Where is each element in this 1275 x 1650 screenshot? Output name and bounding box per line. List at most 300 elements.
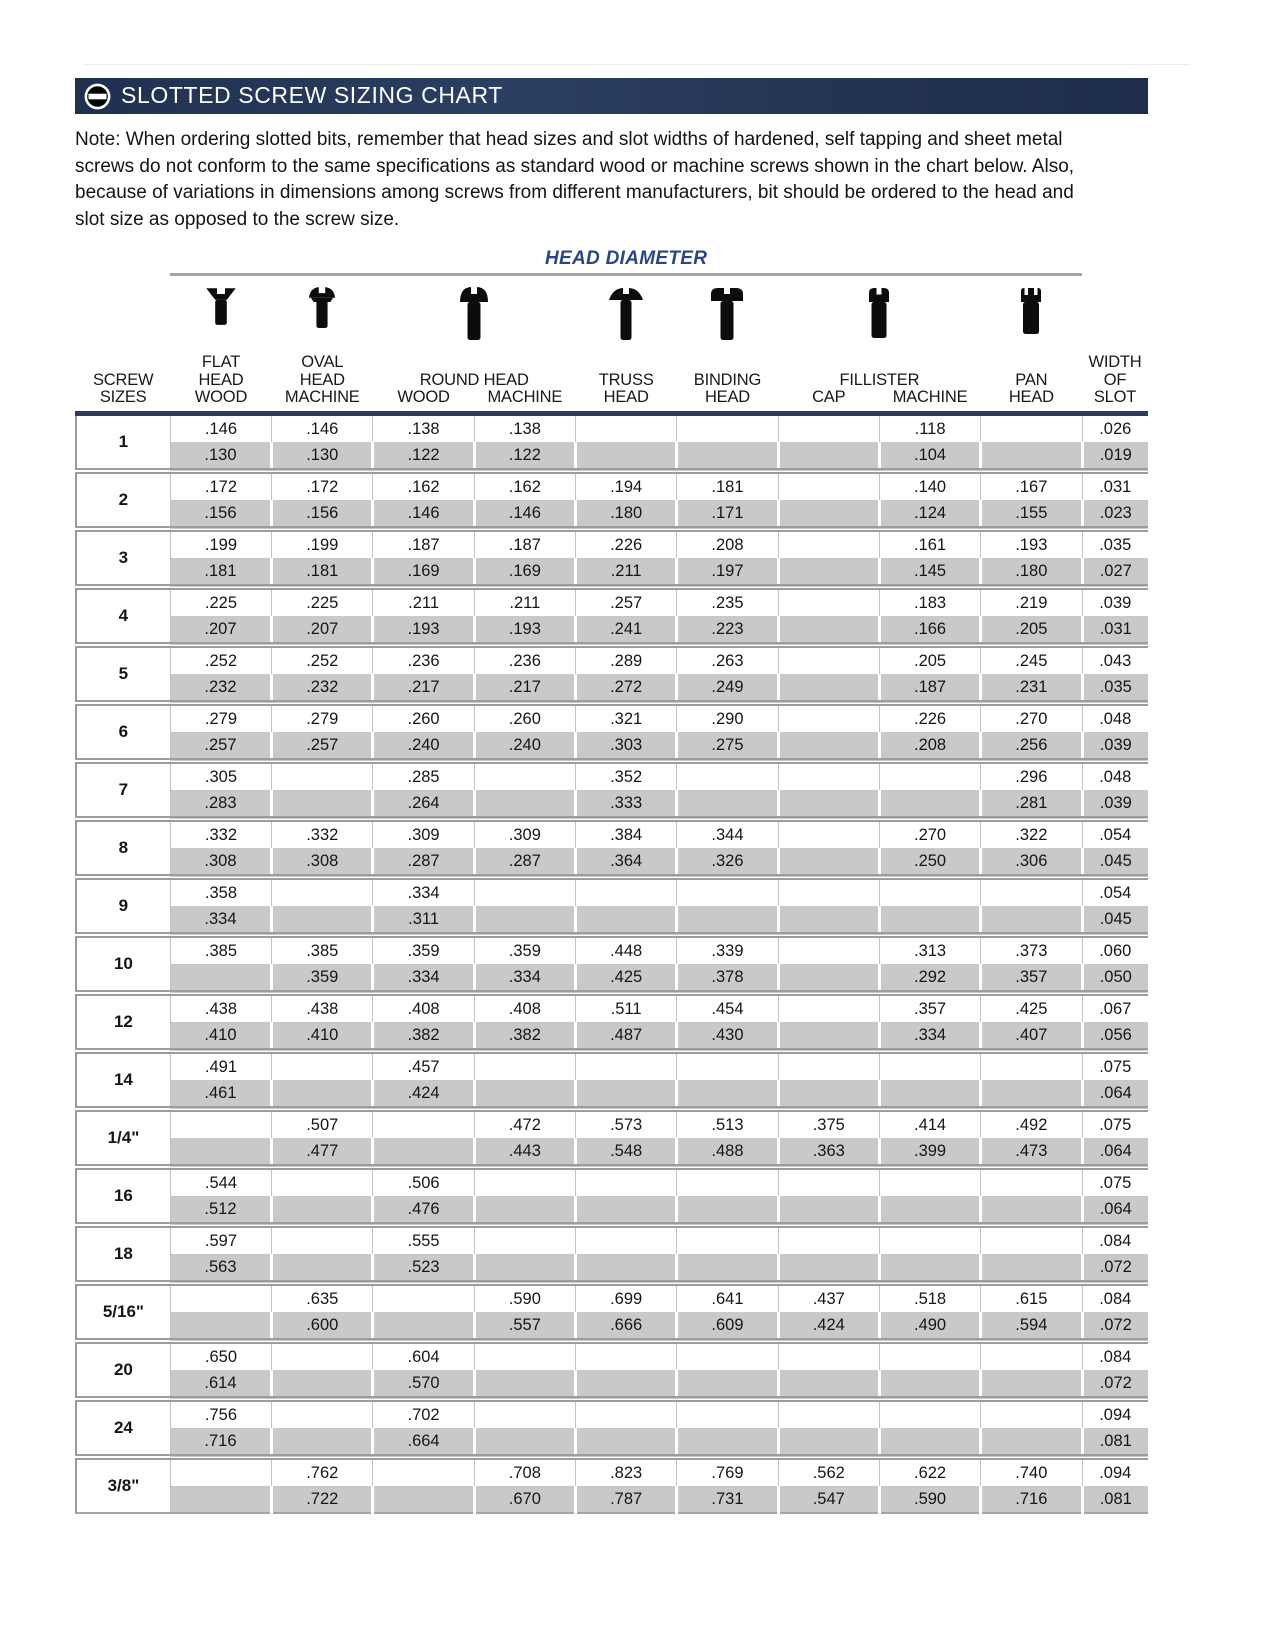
screw-size-label: 9 [76,877,170,935]
value-cell [677,442,778,471]
value-cell [778,1225,879,1254]
value-cell: .491 [170,1051,271,1080]
value-cell: .650 [170,1341,271,1370]
value-cell [778,877,879,906]
value-cell: .084 [1082,1341,1148,1370]
value-cell: .702 [373,1399,474,1428]
min-values-row [76,790,1148,819]
value-cell: .563 [170,1254,271,1283]
value-cell [778,587,879,616]
screw-size-label: 1/4" [76,1109,170,1167]
size-group-4 [76,587,1148,645]
value-cell [576,1254,677,1283]
value-cell: .399 [879,1138,980,1167]
value-cell [778,732,879,761]
value-cell: .064 [1082,1080,1148,1109]
max-values-row [76,1225,1148,1254]
value-cell: .344 [677,819,778,848]
value-cell [474,1399,575,1428]
size-group-20 [76,1341,1148,1399]
value-cell: .334 [170,906,271,935]
value-cell [576,413,677,442]
value-cell [778,1051,879,1080]
value-cell [879,1196,980,1225]
value-cell: .183 [879,587,980,616]
value-cell: .081 [1082,1486,1148,1513]
min-values-row [76,1428,1148,1457]
min-values-row [76,500,1148,529]
value-cell [981,1167,1082,1196]
value-cell: .615 [981,1283,1082,1312]
flat-head-screw-icon [203,282,239,332]
value-cell [272,761,373,790]
value-cell: .197 [677,558,778,587]
value-cell [879,1341,980,1370]
value-cell [272,1225,373,1254]
value-cell: .240 [373,732,474,761]
value-cell: .290 [677,703,778,732]
value-cell: .670 [474,1486,575,1513]
value-cell [170,1109,271,1138]
value-cell [272,1341,373,1370]
value-cell: .443 [474,1138,575,1167]
head-diameter-heading [170,243,1082,275]
value-cell: .513 [677,1109,778,1138]
value-cell: .225 [272,587,373,616]
value-cell [373,1138,474,1167]
min-values-row [76,848,1148,877]
value-cell [272,906,373,935]
value-cell: .138 [474,413,575,442]
screw-icons-row [76,275,1148,349]
head-diameter-label: HEAD DIAMETER [545,248,708,269]
value-cell [879,1428,980,1457]
value-cell: .181 [272,558,373,587]
value-cell [474,1370,575,1399]
value-cell: .205 [981,616,1082,645]
value-cell [474,1167,575,1196]
value-cell: .193 [474,616,575,645]
value-cell: .570 [373,1370,474,1399]
value-cell [576,1428,677,1457]
column-header-pan-head: PAN HEAD [1008,370,1054,406]
value-cell: .364 [576,848,677,877]
min-values-row [76,1254,1148,1283]
value-cell: .146 [474,500,575,529]
value-cell: .207 [170,616,271,645]
value-cell: .289 [576,645,677,674]
value-cell [778,558,879,587]
value-cell: .487 [576,1022,677,1051]
value-cell [677,877,778,906]
size-group-8 [76,819,1148,877]
min-values-row [76,732,1148,761]
min-values-row [76,558,1148,587]
value-cell: .699 [576,1283,677,1312]
value-cell: .548 [576,1138,677,1167]
value-cell [778,906,879,935]
value-cell: .252 [170,645,271,674]
value-cell: .104 [879,442,980,471]
max-values-row [76,1051,1148,1080]
value-cell [677,1254,778,1283]
value-cell: .321 [576,703,677,732]
value-cell: .492 [981,1109,1082,1138]
min-values-row [76,1312,1148,1341]
value-cell [474,1254,575,1283]
value-cell: .311 [373,906,474,935]
screw-sizing-table [75,243,1148,1514]
value-cell: .167 [981,471,1082,500]
value-cell: .512 [170,1196,271,1225]
min-values-row [76,1022,1148,1051]
value-cell: .260 [373,703,474,732]
value-cell [576,1196,677,1225]
value-cell: .219 [981,587,1082,616]
screw-size-label: 12 [76,993,170,1051]
value-cell: .256 [981,732,1082,761]
value-cell: .333 [576,790,677,819]
screw-size-label: 14 [76,1051,170,1109]
value-cell: .072 [1082,1254,1148,1283]
value-cell [474,1341,575,1370]
value-cell: .193 [373,616,474,645]
value-cell: .385 [170,935,271,964]
size-group-3 [76,529,1148,587]
value-cell [778,1022,879,1051]
value-cell: .130 [170,442,271,471]
pan-head-screw-icon [1013,282,1049,336]
value-cell: .523 [373,1254,474,1283]
value-cell: .240 [474,732,575,761]
value-cell: .140 [879,471,980,500]
value-cell [879,906,980,935]
value-cell [170,1457,271,1486]
value-cell: .241 [576,616,677,645]
value-cell [778,1370,879,1399]
value-cell: .054 [1082,877,1148,906]
truss-head-screw-icon [607,282,645,342]
value-cell: .334 [373,964,474,993]
value-cell: .162 [373,471,474,500]
value-cell: .303 [576,732,677,761]
value-cell: .208 [677,529,778,558]
size-group-14 [76,1051,1148,1109]
value-cell [272,1399,373,1428]
value-cell: .045 [1082,848,1148,877]
column-header-width-of-slot: WIDTH OF SLOT [1088,353,1142,406]
value-cell: .334 [373,877,474,906]
max-values-row [76,1109,1148,1138]
value-cell: .472 [474,1109,575,1138]
value-cell: .019 [1082,442,1148,471]
value-cell [576,877,677,906]
value-cell [981,1370,1082,1399]
value-cell [677,1051,778,1080]
column-header-screw-sizes: SCREW SIZES [92,370,154,406]
value-cell: .359 [373,935,474,964]
value-cell [879,1167,980,1196]
value-cell [474,906,575,935]
value-cell: .287 [474,848,575,877]
value-cell: .232 [272,674,373,703]
value-cell: .236 [474,645,575,674]
value-cell: .072 [1082,1312,1148,1341]
value-cell [576,1167,677,1196]
size-group-5 [76,645,1148,703]
value-cell: .161 [879,529,980,558]
size-group-6 [76,703,1148,761]
value-cell [981,413,1082,442]
value-cell: .187 [879,674,980,703]
value-cell: .544 [170,1167,271,1196]
value-cell: .363 [778,1138,879,1167]
value-cell: .332 [170,819,271,848]
value-cell: .156 [170,500,271,529]
value-cell: .378 [677,964,778,993]
value-cell: .573 [576,1109,677,1138]
size-group-10 [76,935,1148,993]
value-cell: .130 [272,442,373,471]
value-cell [272,1428,373,1457]
value-cell: .146 [373,500,474,529]
screw-size-label: 24 [76,1399,170,1457]
value-cell: .562 [778,1457,879,1486]
value-cell: .146 [272,413,373,442]
value-cell: .287 [373,848,474,877]
value-cell: .211 [474,587,575,616]
min-values-row [76,1196,1148,1225]
value-cell: .081 [1082,1428,1148,1457]
value-cell: .043 [1082,645,1148,674]
binding-head-screw-icon [708,282,746,342]
screw-size-label: 1 [76,413,170,471]
max-values-row [76,819,1148,848]
max-values-row [76,1167,1148,1196]
value-cell: .208 [879,732,980,761]
value-cell: .594 [981,1312,1082,1341]
value-cell: .048 [1082,761,1148,790]
value-cell [778,500,879,529]
value-cell: .279 [170,703,271,732]
value-cell: .769 [677,1457,778,1486]
value-cell: .260 [474,703,575,732]
fillister-head-screw-icon [861,282,897,340]
value-cell: .270 [981,703,1082,732]
value-cell: .285 [373,761,474,790]
value-cell: .027 [1082,558,1148,587]
value-cell: .305 [170,761,271,790]
value-cell: .414 [879,1109,980,1138]
min-values-row [76,674,1148,703]
value-cell [272,877,373,906]
value-cell [778,1167,879,1196]
value-cell: .118 [879,413,980,442]
value-cell: .309 [373,819,474,848]
value-cell: .270 [879,819,980,848]
value-cell: .048 [1082,703,1148,732]
value-cell [879,790,980,819]
max-values-row [76,413,1148,442]
value-cell: .226 [879,703,980,732]
value-cell: .407 [981,1022,1082,1051]
value-cell: .787 [576,1486,677,1513]
value-cell: .156 [272,500,373,529]
value-cell: .438 [170,993,271,1022]
value-cell: .477 [272,1138,373,1167]
value-cell [576,1051,677,1080]
value-cell: .506 [373,1167,474,1196]
column-labels-row [76,348,1148,413]
screw-size-label: 4 [76,587,170,645]
max-values-row [76,1283,1148,1312]
page-title: SLOTTED SCREW SIZING CHART [121,82,503,108]
value-cell [474,1196,575,1225]
value-cell: .622 [879,1457,980,1486]
value-cell [272,790,373,819]
value-cell: .060 [1082,935,1148,964]
min-values-row [76,616,1148,645]
value-cell [981,1196,1082,1225]
size-group-16 [76,1167,1148,1225]
size-group-2 [76,471,1148,529]
value-cell [474,1225,575,1254]
value-cell: .384 [576,819,677,848]
value-cell [981,1225,1082,1254]
value-cell: .067 [1082,993,1148,1022]
head-diameter-row [76,243,1148,275]
value-cell: .187 [373,529,474,558]
size-group-18 [76,1225,1148,1283]
slotted-screw-top-icon [84,83,111,110]
value-cell: .823 [576,1457,677,1486]
min-values-row [76,1370,1148,1399]
value-cell [778,1254,879,1283]
screw-size-label: 20 [76,1341,170,1399]
value-cell [778,1428,879,1457]
value-cell: .279 [272,703,373,732]
screw-size-label: 10 [76,935,170,993]
value-cell [778,645,879,674]
value-cell: .252 [272,645,373,674]
size-group-1 [76,413,1148,471]
value-cell [272,1254,373,1283]
value-cell: .358 [170,877,271,906]
value-cell: .408 [373,993,474,1022]
value-cell: .641 [677,1283,778,1312]
value-cell: .292 [879,964,980,993]
value-cell [879,1370,980,1399]
value-cell: .461 [170,1080,271,1109]
value-cell [778,993,879,1022]
page-container [75,78,1148,1514]
value-cell: .385 [272,935,373,964]
value-cell: .357 [879,993,980,1022]
value-cell: .511 [576,993,677,1022]
value-cell [576,1080,677,1109]
value-cell: .437 [778,1283,879,1312]
value-cell: .145 [879,558,980,587]
value-cell [576,906,677,935]
value-cell: .716 [170,1428,271,1457]
value-cell: .217 [373,674,474,703]
column-header-binding-head: BINDING HEAD [693,370,762,406]
value-cell [677,1225,778,1254]
value-cell: .359 [272,964,373,993]
value-cell [981,1051,1082,1080]
value-cell: .283 [170,790,271,819]
value-cell: .334 [474,964,575,993]
value-cell: .666 [576,1312,677,1341]
value-cell [778,442,879,471]
value-cell: .332 [272,819,373,848]
value-cell: .281 [981,790,1082,819]
value-cell: .547 [778,1486,879,1513]
size-group-14 [76,1109,1148,1167]
value-cell: .309 [474,819,575,848]
value-cell [981,442,1082,471]
size-group-12 [76,993,1148,1051]
value-cell: .023 [1082,500,1148,529]
note-paragraph: Note: When ordering slotted bits, remember that head sizes and slot widths of hardened, self tapping and sheet metal screws do not conform to the same specifications as standard wood or machine screws shown in the chart below. Also, because of variations in dimensions among screws from different manufacturers, bit should be ordered to the head and slot size as opposed to the screw size. [75,129,1075,230]
value-cell: .756 [170,1399,271,1428]
size-group-38 [76,1457,1148,1513]
value-cell [272,1080,373,1109]
value-cell [474,761,575,790]
value-cell [778,1399,879,1428]
value-cell: .199 [170,529,271,558]
value-cell [373,1109,474,1138]
value-cell [981,1254,1082,1283]
size-group-24 [76,1399,1148,1457]
value-cell: .609 [677,1312,778,1341]
value-cell: .275 [677,732,778,761]
screw-size-label: 7 [76,761,170,819]
value-cell: .094 [1082,1457,1148,1486]
value-cell: .026 [1082,413,1148,442]
table-header [76,243,1148,413]
value-cell: .162 [474,471,575,500]
value-cell [879,877,980,906]
max-values-row [76,471,1148,500]
value-cell [879,761,980,790]
value-cell: .326 [677,848,778,877]
value-cell: .557 [474,1312,575,1341]
screw-size-label: 5/16" [76,1283,170,1341]
value-cell: .359 [474,935,575,964]
value-cell [981,1428,1082,1457]
value-cell: .039 [1082,732,1148,761]
value-cell: .555 [373,1225,474,1254]
value-cell [474,1080,575,1109]
value-cell: .122 [474,442,575,471]
value-cell: .231 [981,674,1082,703]
column-header-truss-head: TRUSS HEAD [598,370,654,406]
value-cell: .225 [170,587,271,616]
value-cell: .308 [272,848,373,877]
value-cell: .039 [1082,790,1148,819]
value-cell: .664 [373,1428,474,1457]
value-cell: .075 [1082,1051,1148,1080]
value-cell [778,529,879,558]
value-cell: .454 [677,993,778,1022]
max-values-row [76,877,1148,906]
value-cell [373,1283,474,1312]
value-cell [576,442,677,471]
value-cell [778,674,879,703]
column-header-round-head: ROUND HEAD WOOD MACHINE [397,370,563,406]
value-cell [677,1167,778,1196]
